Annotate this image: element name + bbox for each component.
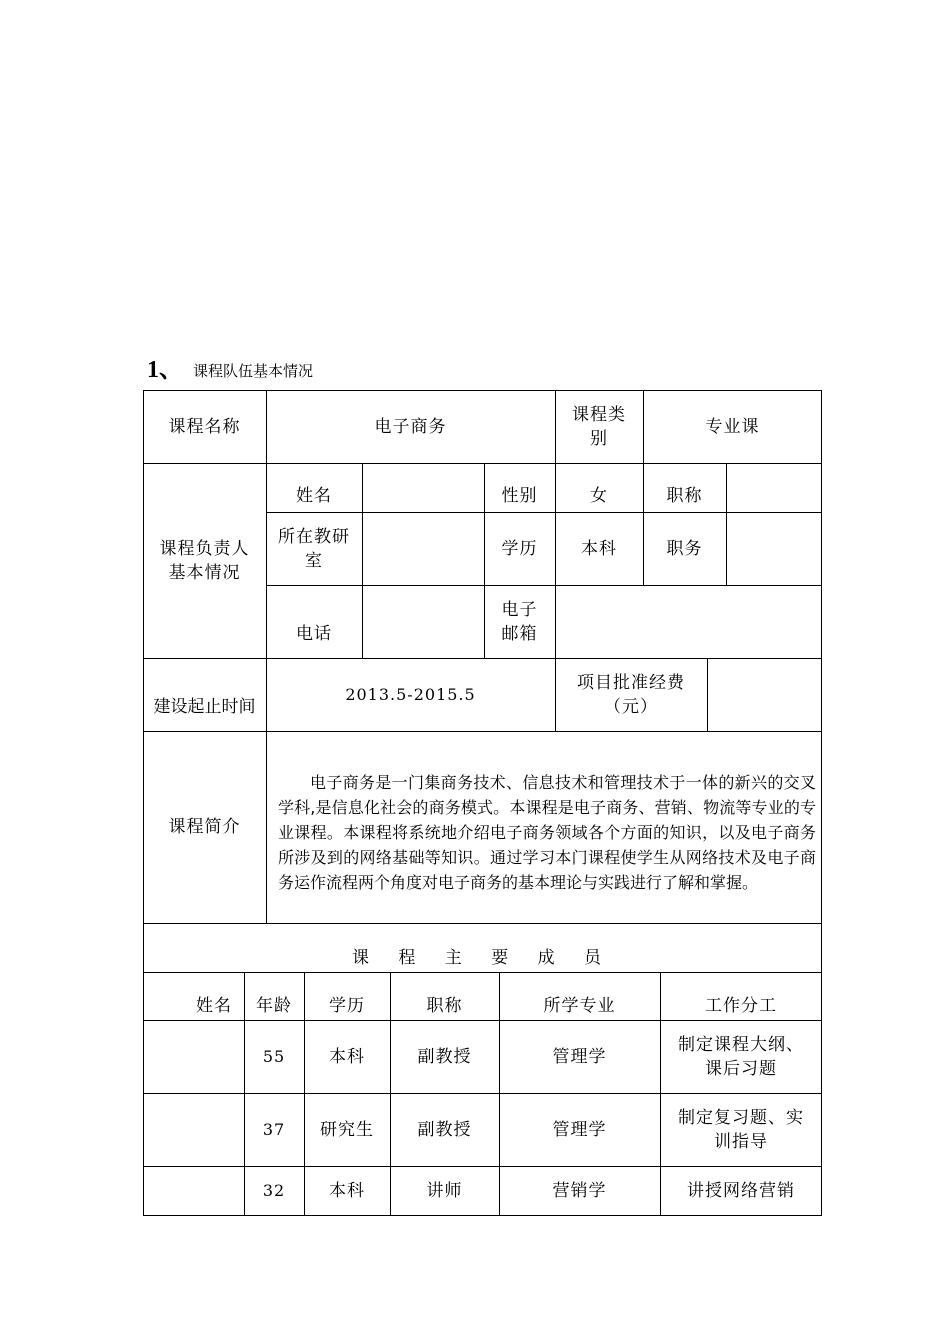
leader-phone-label: 电话: [296, 624, 332, 644]
member-age: 32: [262, 1181, 286, 1200]
member-age: 37: [262, 1119, 286, 1139]
member-title: 副教授: [417, 1119, 472, 1140]
leader-gender-label: 性别: [501, 486, 538, 506]
leader-gender-value: 女: [590, 486, 608, 506]
leader-name-label: 姓名: [296, 486, 332, 506]
leader-dept-label: 所在教研室: [278, 526, 350, 571]
member-title: 讲师: [426, 1181, 463, 1201]
build-fund-value: [707, 658, 822, 731]
member-age: 55: [262, 1046, 286, 1066]
leader-education-label: 学历: [501, 538, 538, 559]
course-category-label: 课程类别: [572, 404, 626, 449]
leader-position-value: [726, 512, 822, 585]
member-duty: 制定复习题、实训指导: [678, 1107, 804, 1152]
section-title: 课程队伍基本情况: [193, 362, 314, 380]
leader-title-label: 职称: [666, 486, 703, 506]
course-name-label: 课程名称: [168, 416, 241, 437]
member-name: [143, 1020, 244, 1093]
intro-text: 电子商务是一门集商务技术、信息技术和管理技术于一体的新兴的交叉学科,是信息化社会的商务模式。本课程是电子商务、营销、物流等专业的专业课程。本课程将系统地介绍电子商务领域各个方面的知识，以及电子商务所涉及到的网络基础等知识。通过学习本门课程使学生从网络技术及电子商务运作流程两个角度对电子商务的基本理论与实践进行了解和掌握。: [278, 773, 816, 892]
leader-email-value: [555, 585, 822, 658]
members-header-education: 学历: [329, 996, 365, 1016]
member-education: 本科: [329, 1181, 365, 1201]
members-header-major: 所学专业: [543, 996, 616, 1016]
build-period-value: 2013.5-2015.5: [345, 684, 476, 704]
member-education: 本科: [329, 1046, 365, 1067]
member-major: 营销学: [552, 1181, 607, 1201]
leader-section-label: 课程负责人基本情况: [159, 538, 250, 583]
member-title: 副教授: [417, 1046, 472, 1067]
leader-position-label: 职务: [666, 538, 703, 559]
leader-title-value: [726, 463, 822, 512]
leader-education-value: 本科: [581, 538, 617, 559]
member-name: [143, 1093, 244, 1166]
build-fund-label: 项目批准经费（元）: [577, 672, 685, 717]
leader-dept-value: [362, 512, 484, 585]
course-category-value: 专业课: [705, 416, 760, 437]
course-name-value: 电子商务: [374, 416, 447, 437]
member-major: 管理学: [552, 1046, 607, 1067]
member-education: 研究生: [320, 1119, 374, 1140]
member-name: [143, 1166, 244, 1216]
leader-email-label: 电子邮箱: [501, 599, 538, 644]
members-title: 课 程 主 要 成 员: [351, 948, 614, 968]
members-header-age: 年龄: [256, 996, 292, 1016]
members-header-name: 姓名: [196, 996, 232, 1016]
members-header-duty: 工作分工: [705, 996, 777, 1016]
member-duty: 制定课程大纲、课后习题: [678, 1034, 804, 1079]
build-period-label: 建设起止时间: [153, 697, 256, 717]
leader-name-value: [362, 463, 484, 512]
section-number: 1、: [147, 357, 183, 383]
leader-phone-value: [362, 585, 484, 658]
section-heading: [147, 352, 313, 382]
intro-label: 课程简介: [168, 817, 241, 837]
member-major: 管理学: [552, 1119, 607, 1140]
members-header-title: 职称: [426, 996, 463, 1016]
member-duty: 讲授网络营销: [687, 1181, 795, 1201]
